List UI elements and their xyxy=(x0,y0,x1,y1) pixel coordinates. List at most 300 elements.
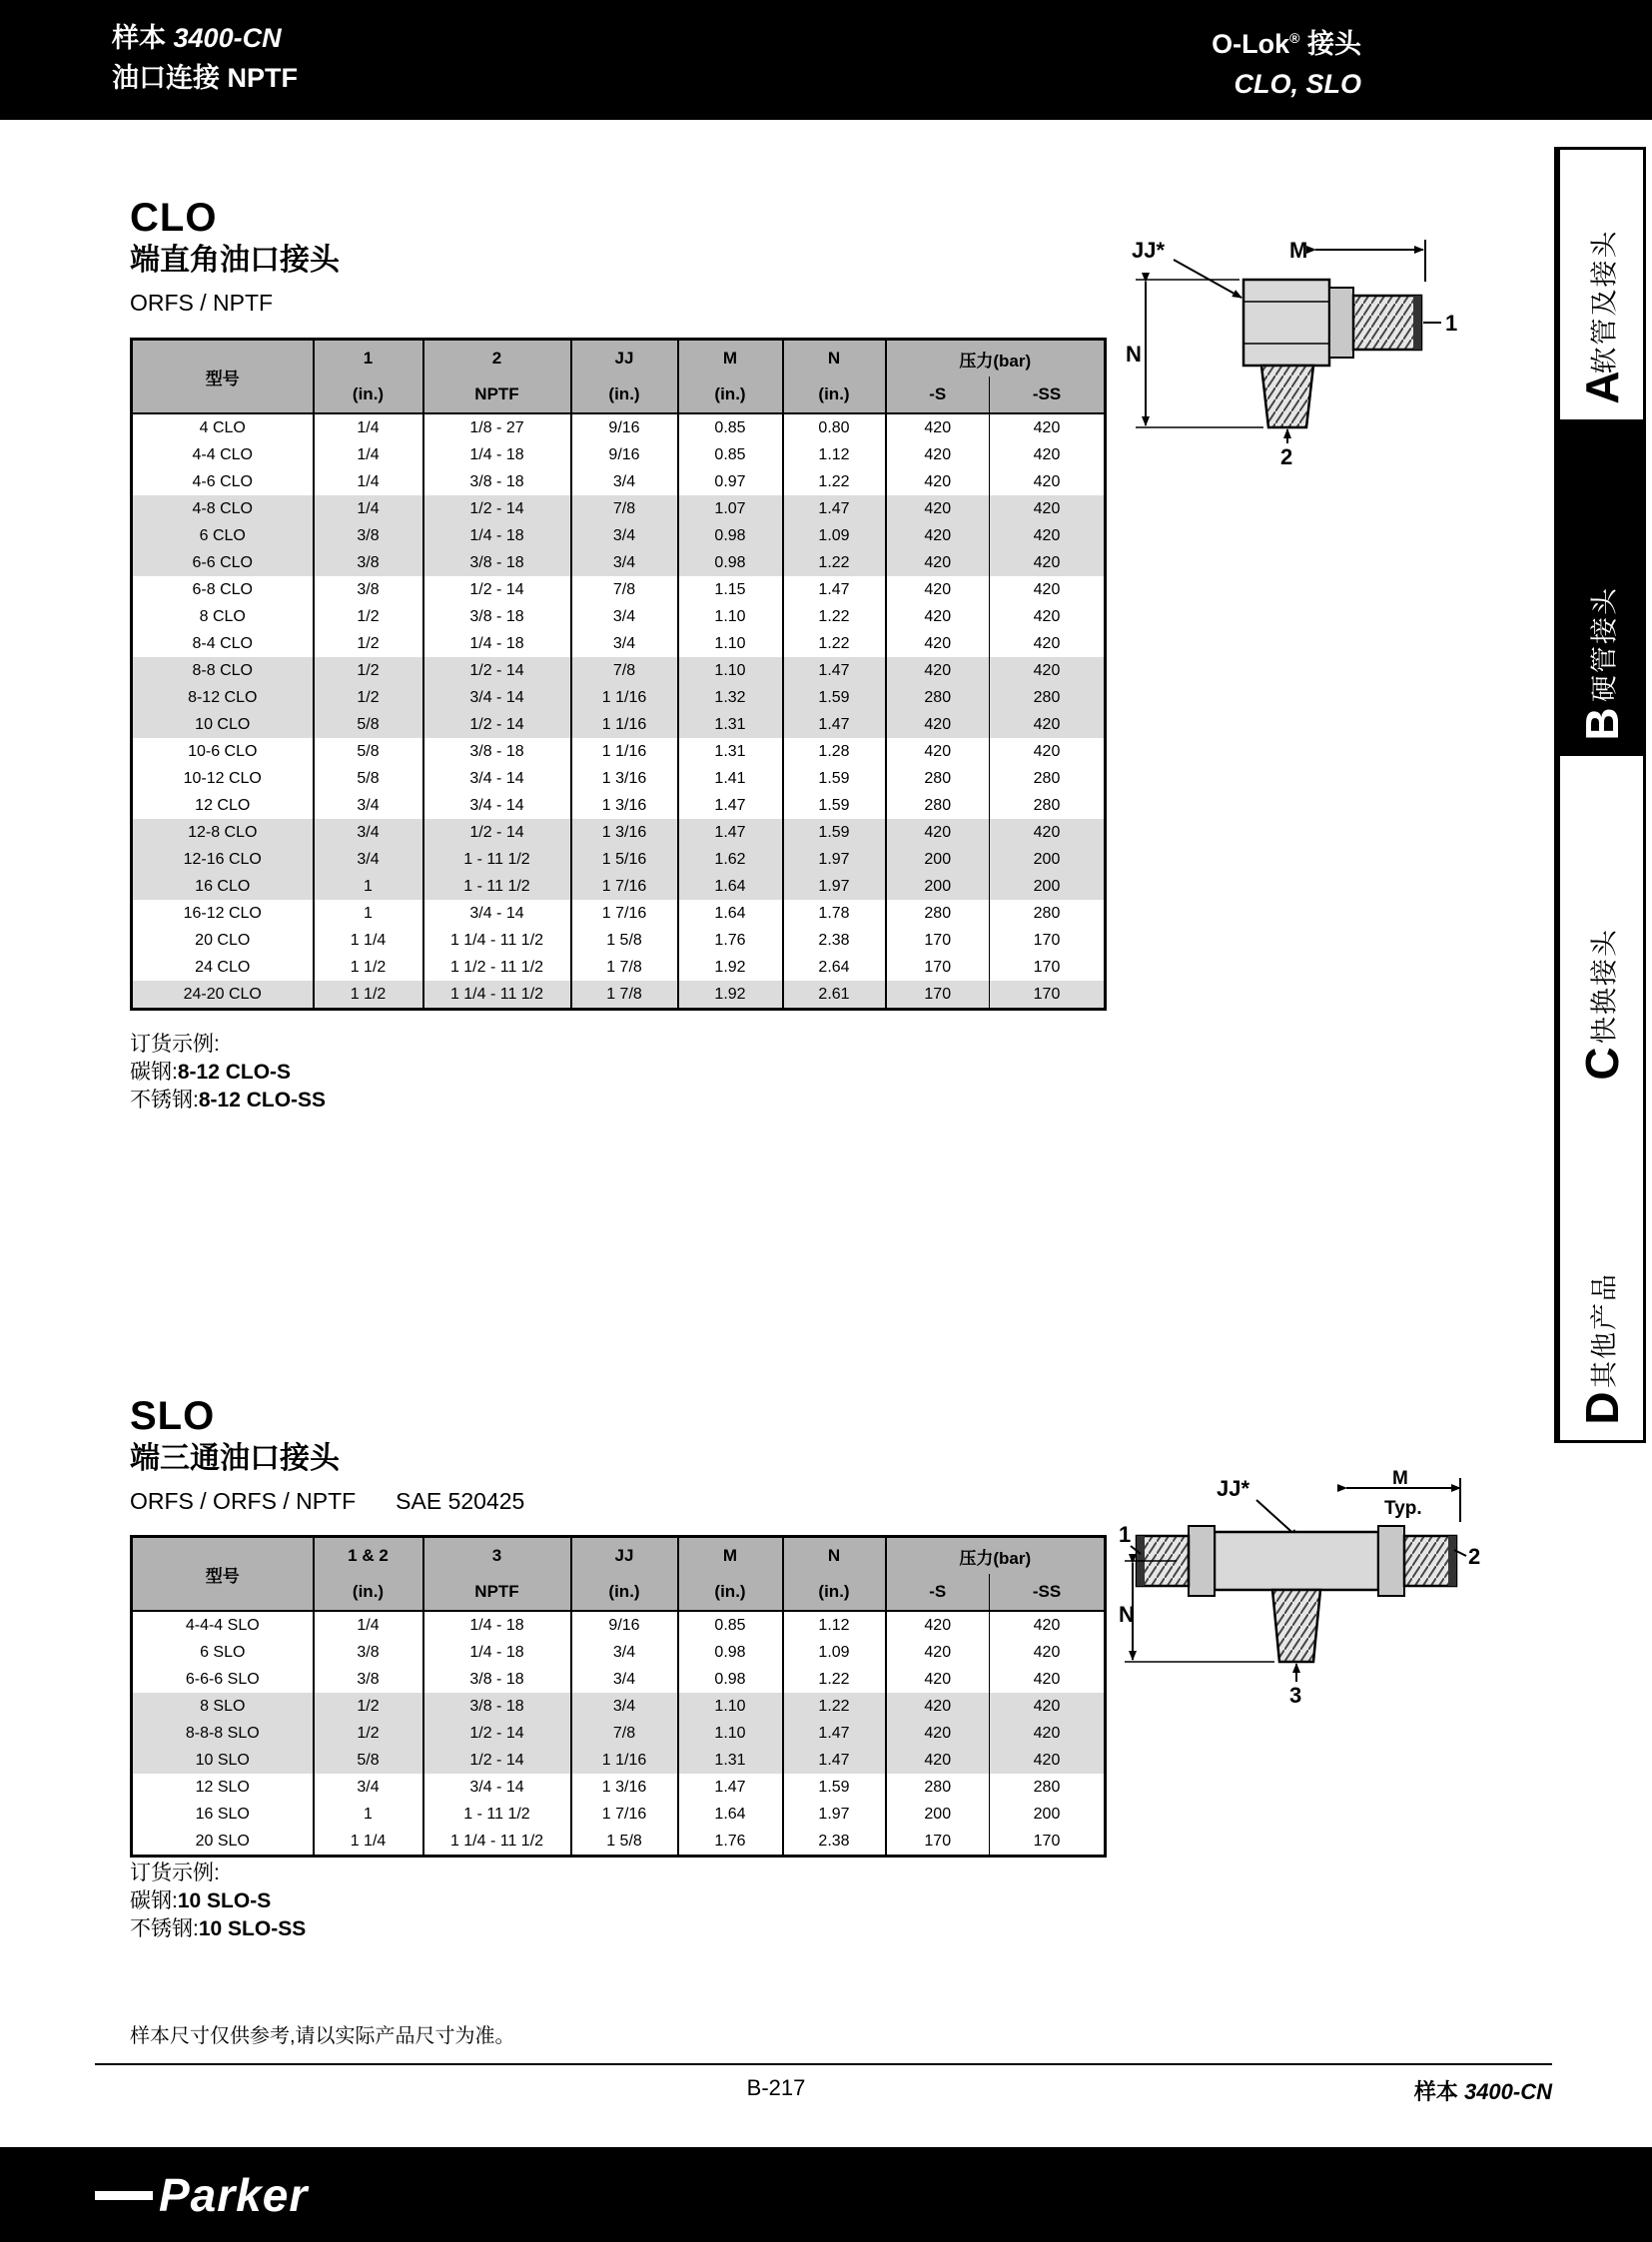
slo-table-header xyxy=(132,1537,1106,1612)
col-m: M xyxy=(678,340,783,377)
cell: 8-8-8 SLO xyxy=(132,1720,314,1747)
cell: 16 CLO xyxy=(132,873,314,900)
cell: 420 xyxy=(990,1720,1106,1747)
cell: 1.97 xyxy=(783,1801,886,1828)
cell: 1.12 xyxy=(783,441,886,468)
cell: 1.97 xyxy=(783,873,886,900)
cell: 24-20 CLO xyxy=(132,981,314,1010)
cell: 1.22 xyxy=(783,630,886,657)
cell: 8 CLO xyxy=(132,603,314,630)
cell: 1 5/16 xyxy=(571,846,678,873)
col-m-unit: (in.) xyxy=(678,1574,783,1611)
cell: 420 xyxy=(1033,1643,1061,1661)
cell: 1 7/16 xyxy=(571,1801,678,1828)
cell: 1.92 xyxy=(678,981,783,1010)
cell: 1.22 xyxy=(783,1666,886,1693)
cell: 3/8 - 18 xyxy=(423,468,571,495)
cell: 420 xyxy=(990,549,1106,576)
cell: 1/4 - 18 xyxy=(423,630,571,657)
cell: 5/8 xyxy=(314,711,423,738)
cell: 420 xyxy=(990,819,1106,846)
cell: 6 SLO xyxy=(132,1639,314,1666)
cell: 1.64 xyxy=(678,900,783,927)
table-row xyxy=(132,1666,1106,1693)
catalog-label: 样本 xyxy=(112,23,166,53)
slo-sae-number: SAE 520425 xyxy=(396,1488,525,1514)
col-n-unit: (in.) xyxy=(783,376,886,413)
cell: 1 3/16 xyxy=(571,792,678,819)
parker-logo-text: Parker xyxy=(159,2169,309,2221)
cell: 1/2 xyxy=(314,657,423,684)
table-row xyxy=(132,468,1106,495)
cell: 3/8 xyxy=(314,1666,423,1693)
cell: 280 xyxy=(1033,796,1061,814)
cell: 20 SLO xyxy=(132,1828,314,1857)
cell: 7/8 xyxy=(571,657,678,684)
cell: 420 xyxy=(1033,1616,1061,1634)
header-left xyxy=(112,18,298,98)
cell: 4-4-4 SLO xyxy=(132,1611,314,1639)
order-note-line: 碳钢:10 SLO-S xyxy=(130,1889,272,1912)
tab-label: 硬管接头 xyxy=(1589,586,1619,702)
cell: 1 1/16 xyxy=(571,738,678,765)
table-row xyxy=(132,792,1106,819)
cell: 1/4 - 18 xyxy=(423,522,571,549)
footer-catalog-ref: 样本 3400-CN xyxy=(1413,2079,1552,2104)
cell: 3/8 - 18 xyxy=(423,738,571,765)
cell: 1 7/16 xyxy=(571,900,678,927)
col-m: M xyxy=(678,1537,783,1575)
cell: 420 xyxy=(886,657,990,684)
cell: 420 xyxy=(990,1693,1106,1720)
table-row xyxy=(132,549,1106,576)
cell: 3/4 xyxy=(571,549,678,576)
cell: 1 3/16 xyxy=(571,819,678,846)
clo-order-note xyxy=(130,1031,326,1115)
dim-n-label: N xyxy=(1119,1602,1135,1627)
cell: 1/2 xyxy=(314,603,423,630)
cell: 3/8 - 18 xyxy=(423,549,571,576)
cell: 420 xyxy=(1033,580,1061,598)
cell: 1.59 xyxy=(783,792,886,819)
cell: 1/2 - 14 xyxy=(423,576,571,603)
tab-letter: D xyxy=(1575,1391,1628,1425)
cell: 24 CLO xyxy=(132,954,314,981)
page-number: B-217 xyxy=(746,2075,806,2100)
col-n: N xyxy=(783,340,886,377)
cell: 1.09 xyxy=(783,522,886,549)
tab-letter: C xyxy=(1575,1047,1628,1081)
slo-spec: ORFS / ORFS / NPTF SAE 520425 xyxy=(130,1488,525,1514)
cell: 3/4 xyxy=(314,1774,423,1801)
table-row xyxy=(132,1801,1106,1828)
cell: 170 xyxy=(1033,1832,1061,1850)
cell: 420 xyxy=(886,711,990,738)
table-row xyxy=(132,1611,1106,1639)
cell: 1 1/4 - 11 1/2 xyxy=(423,1828,571,1857)
col-1: 1 xyxy=(314,340,423,377)
col-1-2: 1 & 2 xyxy=(314,1537,423,1575)
cell: 1 3/16 xyxy=(571,765,678,792)
header-right xyxy=(1212,18,1361,104)
cell: 1 1/16 xyxy=(571,711,678,738)
cell: 1/2 - 14 xyxy=(423,495,571,522)
cell: 0.98 xyxy=(678,549,783,576)
cell: 420 xyxy=(886,522,990,549)
cell: 12 SLO xyxy=(132,1774,314,1801)
catalog-number: 3400-CN xyxy=(173,23,282,53)
cell: 2.38 xyxy=(783,927,886,954)
cell: 9/16 xyxy=(571,413,678,441)
order-note-line: 不锈钢:10 SLO-SS xyxy=(130,1917,307,1940)
cell: 420 xyxy=(886,738,990,765)
port-1-label: 1 xyxy=(1445,311,1458,336)
clo-elbow-diagram xyxy=(1124,232,1468,466)
cell: 280 xyxy=(886,900,990,927)
cell: 1 xyxy=(314,900,423,927)
cell: 0.80 xyxy=(783,413,886,441)
cell: 1.31 xyxy=(678,711,783,738)
cell: 280 xyxy=(886,792,990,819)
cell: 1.62 xyxy=(678,846,783,873)
cell: 1.47 xyxy=(783,1720,886,1747)
cell: 420 xyxy=(990,1747,1106,1774)
cell: 4-6 CLO xyxy=(132,468,314,495)
cell: 1.09 xyxy=(783,1639,886,1666)
tab-label: 快换接头 xyxy=(1589,928,1619,1044)
dimension-disclaimer: 样本尺寸仅供参考,请以实际产品尺寸为准。 xyxy=(130,2025,515,2047)
tab-other-products[interactable] xyxy=(1560,1096,1643,1440)
cell: 1.22 xyxy=(783,549,886,576)
tab-letter: A xyxy=(1575,371,1628,404)
cell: 3/4 - 14 xyxy=(423,765,571,792)
cell: 0.98 xyxy=(678,1639,783,1666)
cell: 1 1/16 xyxy=(571,1747,678,1774)
table-row xyxy=(132,765,1106,792)
table-row xyxy=(132,441,1106,468)
cell: 1/2 xyxy=(314,1720,423,1747)
cell: 1 - 11 1/2 xyxy=(423,873,571,900)
table-row xyxy=(132,1828,1106,1857)
cell: 3/4 xyxy=(571,630,678,657)
table-row xyxy=(132,819,1106,846)
cell: 9/16 xyxy=(571,441,678,468)
cell: 6-6-6 SLO xyxy=(132,1666,314,1693)
table-row xyxy=(132,495,1106,522)
order-note-title: 订货示例: xyxy=(130,1862,220,1884)
cell: 0.98 xyxy=(678,1666,783,1693)
cell: 1 xyxy=(314,1801,423,1828)
cell: 1/4 xyxy=(314,1611,423,1639)
table-row xyxy=(132,522,1106,549)
cell: 3/4 xyxy=(571,1666,678,1693)
cell: 420 xyxy=(886,819,990,846)
col-3: 3 xyxy=(423,1537,571,1575)
cell: 420 xyxy=(1033,445,1061,463)
col-jj: JJ xyxy=(571,340,678,377)
clo-subtitle: 端直角油口接头 xyxy=(130,244,340,277)
table-row xyxy=(132,900,1106,927)
cell: 1.15 xyxy=(678,576,783,603)
cell: 420 xyxy=(1033,634,1061,652)
col-jj: JJ xyxy=(571,1537,678,1575)
cell: 280 xyxy=(1033,1778,1061,1796)
cell: 1 7/8 xyxy=(571,981,678,1010)
cell: 7/8 xyxy=(571,576,678,603)
cell: 1.47 xyxy=(783,495,886,522)
col-ss: -SS xyxy=(990,1574,1106,1611)
cell: 1.07 xyxy=(678,495,783,522)
slo-section-title xyxy=(130,1396,524,1514)
cell: 12 CLO xyxy=(132,792,314,819)
cell: 420 xyxy=(886,630,990,657)
cell: 420 xyxy=(886,468,990,495)
cell: 280 xyxy=(1033,769,1061,787)
cell: 1 1/16 xyxy=(571,684,678,711)
slo-table xyxy=(130,1535,1107,1858)
cell: 1/2 xyxy=(314,684,423,711)
col-jj-unit: (in.) xyxy=(571,1574,678,1611)
cell: 6 CLO xyxy=(132,522,314,549)
cell: 8-12 CLO xyxy=(132,684,314,711)
table-row xyxy=(132,1693,1106,1720)
cell: 1.10 xyxy=(678,1720,783,1747)
cell: 3/4 xyxy=(314,819,423,846)
cell: 1/2 - 14 xyxy=(423,1720,571,1747)
cell: 3/4 - 14 xyxy=(423,684,571,711)
cell: 0.85 xyxy=(678,1611,783,1639)
cell: 1/4 xyxy=(314,495,423,522)
cell: 1 - 11 1/2 xyxy=(423,1801,571,1828)
cell: 1.10 xyxy=(678,657,783,684)
table-row xyxy=(132,1720,1106,1747)
product-models: CLO, SLO xyxy=(1234,69,1361,99)
cell: 5/8 xyxy=(314,1747,423,1774)
cell: 1.22 xyxy=(783,603,886,630)
cell: 420 xyxy=(1033,472,1061,490)
dim-jj-label: JJ* xyxy=(1132,238,1166,263)
col-1-2-unit: (in.) xyxy=(314,1574,423,1611)
cell: 420 xyxy=(886,1666,990,1693)
col-n: N xyxy=(783,1537,886,1575)
cell: 420 xyxy=(886,413,990,441)
port-connection-title: 油口连接 NPTF xyxy=(112,63,298,93)
table-row xyxy=(132,684,1106,711)
tab-letter: B xyxy=(1575,707,1628,741)
cell: 6-8 CLO xyxy=(132,576,314,603)
cell: 3/8 - 18 xyxy=(423,1693,571,1720)
cell: 1/2 - 14 xyxy=(423,711,571,738)
tab-quick-couplings[interactable] xyxy=(1560,756,1643,1096)
cell: 420 xyxy=(1033,607,1061,625)
registered-mark: ® xyxy=(1289,30,1300,46)
cell: 2.61 xyxy=(783,981,886,1010)
cell: 1/4 - 18 xyxy=(423,441,571,468)
cell: 1.64 xyxy=(678,873,783,900)
cell: 9/16 xyxy=(571,1611,678,1639)
cell: 4-4 CLO xyxy=(132,441,314,468)
cell: 10-6 CLO xyxy=(132,738,314,765)
cell: 1.47 xyxy=(678,819,783,846)
cell: 420 xyxy=(990,522,1106,549)
cell: 1.97 xyxy=(783,846,886,873)
cell: 1 5/8 xyxy=(571,1828,678,1857)
cell: 1.31 xyxy=(678,1747,783,1774)
cell: 1.47 xyxy=(783,657,886,684)
footer-rule xyxy=(95,2063,1552,2065)
section-tab-bar xyxy=(1554,147,1646,1443)
cell: 6-6 CLO xyxy=(132,549,314,576)
col-1-unit: (in.) xyxy=(314,376,423,413)
port-2-label: 2 xyxy=(1468,1544,1481,1569)
col-model: 型号 xyxy=(132,1537,314,1612)
cell: 420 xyxy=(886,603,990,630)
cell: 1.41 xyxy=(678,765,783,792)
dim-n-label: N xyxy=(1126,342,1142,367)
tab-tube-fittings-active[interactable] xyxy=(1560,419,1643,756)
clo-section-title xyxy=(130,198,340,316)
clo-spec: ORFS / NPTF xyxy=(130,290,274,316)
cell: 280 xyxy=(990,684,1106,711)
clo-table-body xyxy=(132,413,1106,1010)
cell: 1.10 xyxy=(678,630,783,657)
cell: 1.22 xyxy=(783,468,886,495)
clo-table-header xyxy=(132,340,1106,414)
table-row xyxy=(132,657,1106,684)
cell: 4-8 CLO xyxy=(132,495,314,522)
cell: 1.47 xyxy=(678,1774,783,1801)
cell: 3/8 xyxy=(314,576,423,603)
table-row xyxy=(132,630,1106,657)
cell: 1.47 xyxy=(783,1747,886,1774)
cell: 200 xyxy=(886,846,990,873)
cell: 420 xyxy=(886,549,990,576)
cell: 1.47 xyxy=(678,792,783,819)
cell: 1.78 xyxy=(783,900,886,927)
dim-typ-label: Typ. xyxy=(1384,1498,1422,1519)
cell: 3/8 xyxy=(314,549,423,576)
cell: 4 CLO xyxy=(132,413,314,441)
cell: 170 xyxy=(1033,931,1061,949)
cell: 1/2 xyxy=(314,1693,423,1720)
dim-m-label: M xyxy=(1392,1470,1408,1489)
cell: 1 5/8 xyxy=(571,927,678,954)
cell: 1/4 xyxy=(314,468,423,495)
cell: 5/8 xyxy=(314,738,423,765)
cell: 280 xyxy=(1033,904,1061,922)
cell: 0.98 xyxy=(678,522,783,549)
cell: 2.64 xyxy=(783,954,886,981)
port-3-label: 3 xyxy=(1289,1683,1302,1708)
cell: 1 7/8 xyxy=(571,954,678,981)
cell: 1/4 - 18 xyxy=(423,1611,571,1639)
cell: 3/4 xyxy=(571,468,678,495)
port-1-label: 1 xyxy=(1119,1522,1132,1547)
slo-subtitle: 端三通油口接头 xyxy=(130,1442,340,1475)
cell: 1.76 xyxy=(678,927,783,954)
cell: 3/4 xyxy=(571,522,678,549)
cell: 1.31 xyxy=(678,738,783,765)
table-row xyxy=(132,1747,1106,1774)
order-note-title: 订货示例: xyxy=(130,1033,220,1056)
cell: 1 xyxy=(314,873,423,900)
table-row xyxy=(132,1774,1106,1801)
dim-m-label: M xyxy=(1289,238,1308,263)
cell: 420 xyxy=(886,1747,990,1774)
table-row xyxy=(132,954,1106,981)
cell: 1.64 xyxy=(678,1801,783,1828)
cell: 8-8 CLO xyxy=(132,657,314,684)
cell: 1/2 - 14 xyxy=(423,657,571,684)
slo-title: SLO xyxy=(130,1394,216,1438)
cell: 5/8 xyxy=(314,765,423,792)
cell: 20 CLO xyxy=(132,927,314,954)
clo-table xyxy=(130,338,1107,1011)
cell: 170 xyxy=(1033,958,1061,976)
cell: 1 - 11 1/2 xyxy=(423,846,571,873)
cell: 420 xyxy=(990,711,1106,738)
cell: 1.10 xyxy=(678,1693,783,1720)
table-row xyxy=(132,981,1106,1010)
page-header-bar xyxy=(0,0,1652,120)
order-note-line: 碳钢:8-12 CLO-S xyxy=(130,1061,292,1084)
cell: 200 xyxy=(886,873,990,900)
cell: 3/4 xyxy=(571,603,678,630)
cell: 200 xyxy=(886,1801,990,1828)
cell: 1.59 xyxy=(783,684,886,711)
cell: 420 xyxy=(886,1720,990,1747)
cell: 1.76 xyxy=(678,1828,783,1857)
cell: 3/4 - 14 xyxy=(423,792,571,819)
col-s: -S xyxy=(886,1574,990,1611)
cell: 170 xyxy=(886,927,990,954)
cell: 280 xyxy=(886,765,990,792)
cell: 16-12 CLO xyxy=(132,900,314,927)
cell: 8 SLO xyxy=(132,1693,314,1720)
cell: 3/4 xyxy=(571,1639,678,1666)
cell: 420 xyxy=(886,576,990,603)
cell: 10 CLO xyxy=(132,711,314,738)
tab-label: 其他产品 xyxy=(1589,1272,1619,1388)
footer-bar xyxy=(0,2147,1652,2242)
table-row xyxy=(132,603,1106,630)
cell: 420 xyxy=(886,495,990,522)
cell: 420 xyxy=(886,1611,990,1639)
slo-order-note xyxy=(130,1860,306,1943)
port-2-label: 2 xyxy=(1280,444,1293,466)
cell: 1/4 - 18 xyxy=(423,1639,571,1666)
tab-hose-fittings[interactable] xyxy=(1560,150,1643,419)
cell: 16 SLO xyxy=(132,1801,314,1828)
table-row xyxy=(132,576,1106,603)
slo-table-body xyxy=(132,1611,1106,1857)
cell: 10-12 CLO xyxy=(132,765,314,792)
cell: 0.97 xyxy=(678,468,783,495)
cell: 1.12 xyxy=(783,1611,886,1639)
cell: 1/4 xyxy=(314,413,423,441)
cell: 420 xyxy=(886,1693,990,1720)
cell: 1 3/16 xyxy=(571,1774,678,1801)
cell: 3/4 - 14 xyxy=(423,900,571,927)
cell: 170 xyxy=(990,981,1106,1010)
cell: 1/2 xyxy=(314,630,423,657)
cell: 1 1/2 xyxy=(314,954,423,981)
clo-title: CLO xyxy=(130,196,218,240)
col-jj-unit: (in.) xyxy=(571,376,678,413)
cell: 420 xyxy=(1033,1670,1061,1688)
cell: 170 xyxy=(886,981,990,1010)
col-pressure: 压力(bar) xyxy=(886,340,1106,377)
